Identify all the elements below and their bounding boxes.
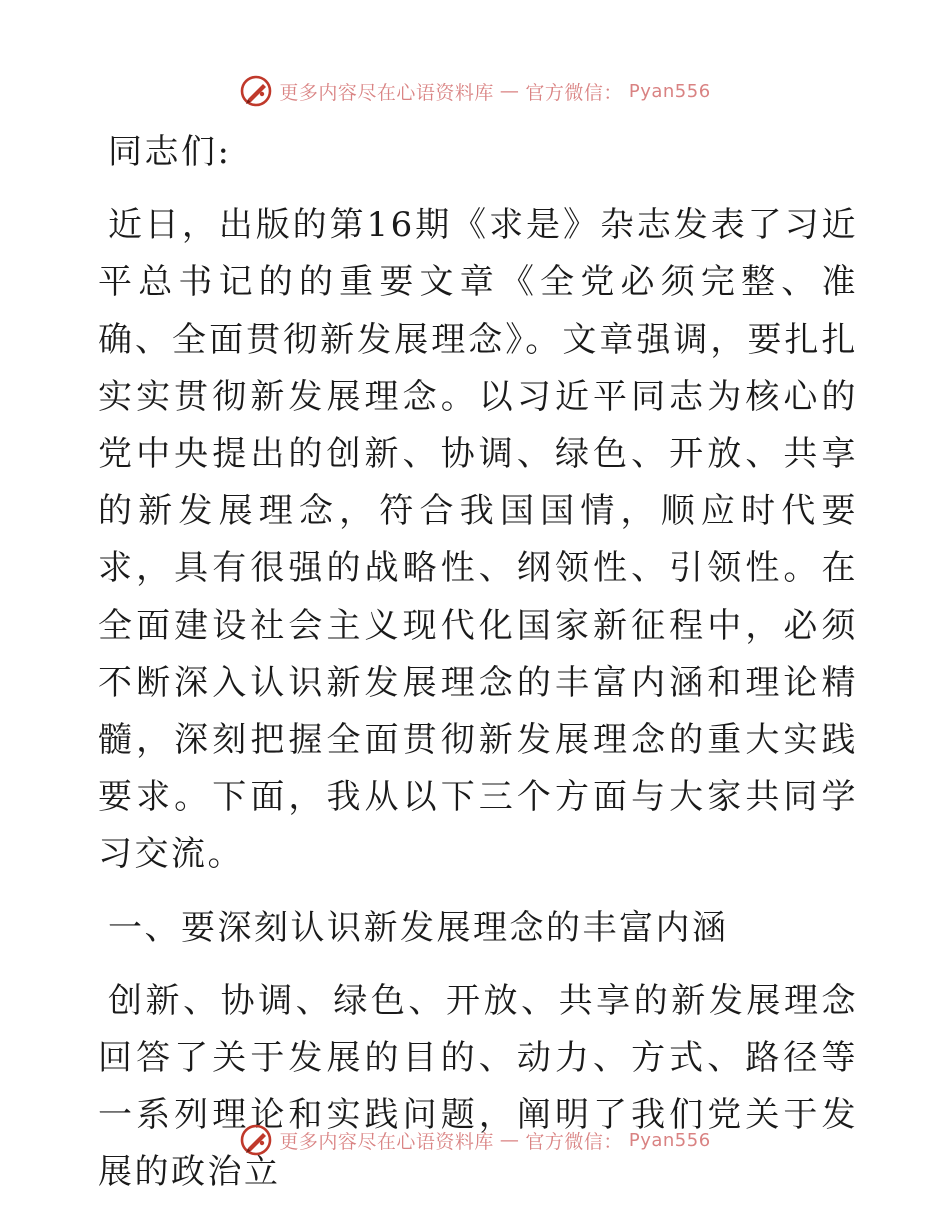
watermark-wechat-label: 官方微信：: [525, 1130, 623, 1153]
watermark-wechat-id: Pyan556: [628, 1129, 711, 1151]
footer-watermark: [0, 1123, 950, 1157]
section-heading: 一、要深刻认识新发展理念的丰富内涵: [108, 907, 729, 948]
document-body: [98, 124, 858, 1202]
paragraph-intro: 近日，出版的第16期《求是》杂志发表了习近平总书记的的重要文章《全党必须完整、准确、全面贯彻新发展理念》。文章强调，要扎扎实实贯彻新发展理念。以习近平同志为核心的党中央提出的创新、协调、绿色、开放、共享的新发展理念，符合我国国情，顺应时代要求，具有很强的战略性、纲领性、引领性。在全面建设社会主义现代化国家新征程中，必须不断深入认识新发展理念的丰富内涵和理论精髓，深刻把握全面贯彻新发展理念的重大实践要求。下面，我从以下三个方面与大家共同学习交流。: [98, 205, 858, 875]
header-watermark: [0, 74, 950, 108]
watermark-brand-text: 更多内容尽在心语资料库: [279, 81, 494, 104]
pen-logo-icon: [239, 74, 273, 108]
pen-logo-icon: [239, 1123, 273, 1157]
watermark-wechat-label: 官方微信：: [525, 81, 623, 104]
watermark-brand-text: 更多内容尽在心语资料库: [279, 1130, 494, 1153]
watermark-wechat-id: Pyan556: [628, 80, 711, 102]
watermark-dash: —: [499, 1129, 520, 1151]
paragraph-section-one: 创新、协调、绿色、开放、共享的新发展理念回答了关于发展的目的、动力、方式、路径等一系列理论和实践问题，阐明了我们党关于发展的政治立: [98, 980, 858, 1193]
salutation: 同志们:: [108, 132, 232, 172]
watermark-dash: —: [499, 80, 520, 102]
